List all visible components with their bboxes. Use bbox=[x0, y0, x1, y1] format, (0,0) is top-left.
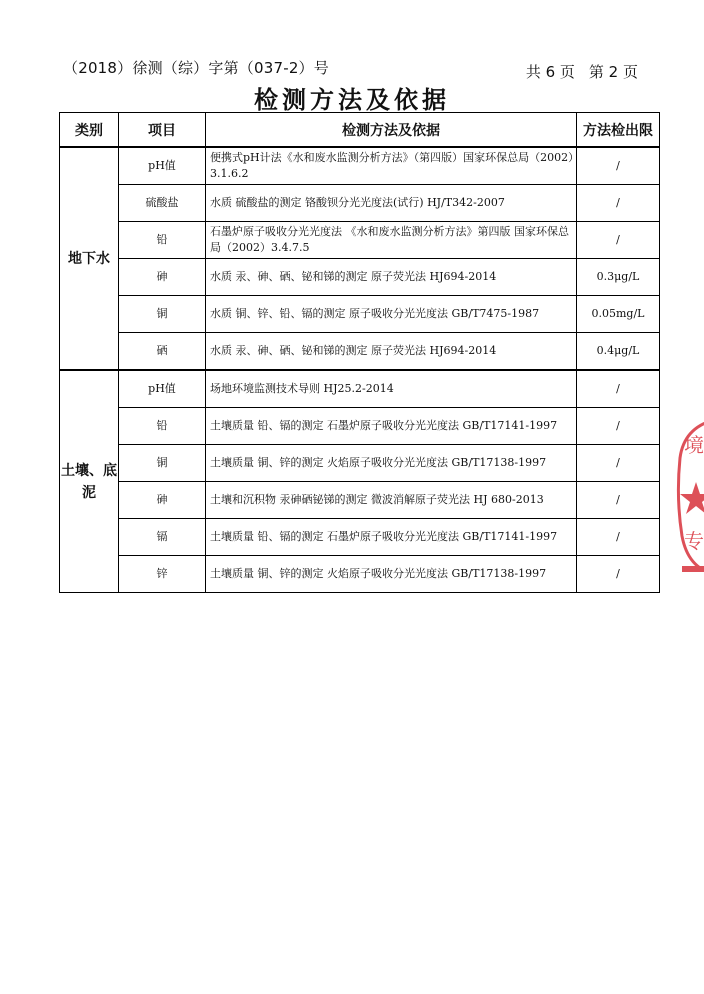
table-row bbox=[60, 519, 660, 556]
limit-cell: / bbox=[577, 185, 660, 222]
limit-cell: / bbox=[577, 408, 660, 445]
method-cell: 便携式pH计法《水和废水监测分析方法》（第四版）国家环保总局（2002）3.1.6.2 bbox=[206, 147, 577, 185]
table-row bbox=[60, 222, 660, 259]
method-cell: 水质 汞、砷、硒、铋和锑的测定 原子荧光法 HJ694-2014 bbox=[206, 259, 577, 296]
method-cell: 水质 硫酸盐的测定 铬酸钡分光光度法(试行) HJ/T342-2007 bbox=[206, 185, 577, 222]
method-cell: 土壤质量 铜、锌的测定 火焰原子吸收分光光度法 GB/T17138-1997 bbox=[206, 445, 577, 482]
item-cell: 铅 bbox=[119, 408, 206, 445]
table-row bbox=[60, 296, 660, 333]
table-row bbox=[60, 147, 660, 185]
table-row bbox=[60, 259, 660, 296]
method-cell: 石墨炉原子吸收分光光度法 《水和废水监测分析方法》第四版 国家环保总局（2002）3.4.7.5 bbox=[206, 222, 577, 259]
svg-text:专: 专 bbox=[684, 529, 704, 553]
page-title: 检测方法及依据 bbox=[254, 86, 450, 114]
limit-cell: / bbox=[577, 147, 660, 185]
item-cell: 锌 bbox=[119, 556, 206, 593]
category-soil-sediment: 土壤、底泥 bbox=[60, 370, 119, 593]
limit-cell: 0.4μg/L bbox=[577, 333, 660, 371]
item-cell: 铅 bbox=[119, 222, 206, 259]
svg-text:境: 境 bbox=[684, 433, 704, 457]
item-cell: 硒 bbox=[119, 333, 206, 371]
item-cell: 镉 bbox=[119, 519, 206, 556]
limit-cell: / bbox=[577, 445, 660, 482]
table-row bbox=[60, 408, 660, 445]
limit-cell: / bbox=[577, 556, 660, 593]
table-header-row bbox=[60, 113, 660, 148]
limit-cell: / bbox=[577, 519, 660, 556]
item-cell: pH值 bbox=[119, 370, 206, 408]
methods-table bbox=[59, 112, 660, 593]
method-cell: 水质 铜、锌、铅、镉的测定 原子吸收分光光度法 GB/T7475-1987 bbox=[206, 296, 577, 333]
limit-cell: / bbox=[577, 370, 660, 408]
limit-cell: / bbox=[577, 222, 660, 259]
category-groundwater: 地下水 bbox=[60, 147, 119, 370]
table-row bbox=[60, 445, 660, 482]
document-number: （2018）徐测（综）字第（037-2）号 bbox=[63, 59, 329, 77]
header-limit: 方法检出限 bbox=[577, 113, 660, 148]
item-cell: pH值 bbox=[119, 147, 206, 185]
method-cell: 水质 汞、砷、硒、铋和锑的测定 原子荧光法 HJ694-2014 bbox=[206, 333, 577, 371]
header-method: 检测方法及依据 bbox=[206, 113, 577, 148]
table-row bbox=[60, 556, 660, 593]
item-cell: 砷 bbox=[119, 259, 206, 296]
limit-cell: / bbox=[577, 482, 660, 519]
header-item: 项目 bbox=[119, 113, 206, 148]
table-row bbox=[60, 370, 660, 408]
current-page: 第 2 页 bbox=[588, 63, 638, 81]
method-cell: 土壤质量 铅、镉的测定 石墨炉原子吸收分光光度法 GB/T17141-1997 bbox=[206, 408, 577, 445]
page-indicator bbox=[526, 61, 638, 82]
item-cell: 砷 bbox=[119, 482, 206, 519]
item-cell: 铜 bbox=[119, 296, 206, 333]
limit-cell: 0.3μg/L bbox=[577, 259, 660, 296]
method-cell: 土壤质量 铅、镉的测定 石墨炉原子吸收分光光度法 GB/T17141-1997 bbox=[206, 519, 577, 556]
official-seal-stamp bbox=[674, 418, 704, 576]
limit-cell: 0.05mg/L bbox=[577, 296, 660, 333]
table-row bbox=[60, 185, 660, 222]
table-row bbox=[60, 482, 660, 519]
table-row bbox=[60, 333, 660, 371]
item-cell: 铜 bbox=[119, 445, 206, 482]
header-category: 类别 bbox=[60, 113, 119, 148]
method-cell: 土壤质量 铜、锌的测定 火焰原子吸收分光光度法 GB/T17138-1997 bbox=[206, 556, 577, 593]
method-cell: 土壤和沉积物 汞砷硒铋锑的测定 微波消解原子荧光法 HJ 680-2013 bbox=[206, 482, 577, 519]
total-pages: 共 6 页 bbox=[525, 63, 575, 81]
method-cell: 场地环境监测技术导则 HJ25.2-2014 bbox=[206, 370, 577, 408]
item-cell: 硫酸盐 bbox=[119, 185, 206, 222]
